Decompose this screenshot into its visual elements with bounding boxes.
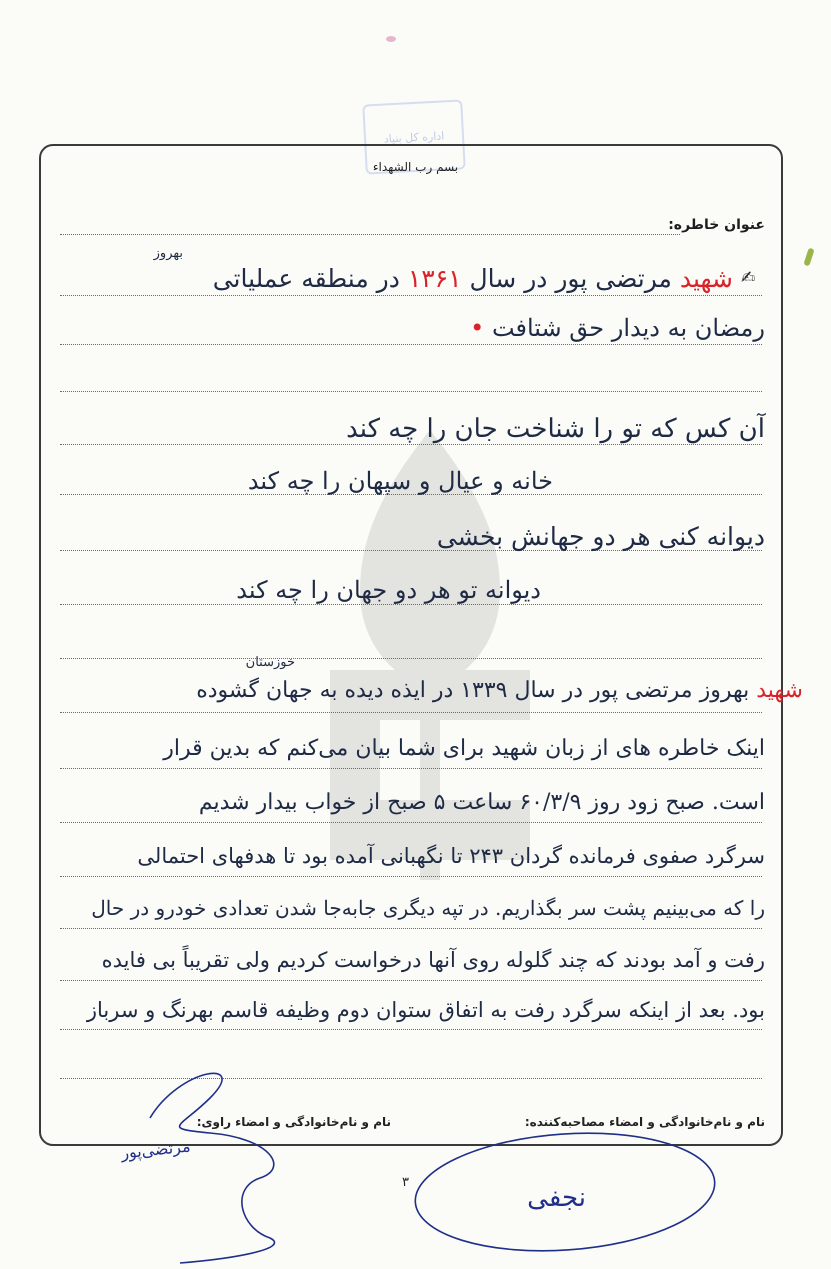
ruled-line [60, 768, 762, 769]
body-line-1 [196, 680, 803, 702]
ruled-line [60, 391, 762, 392]
red-dot: • [470, 314, 485, 342]
martyr-name-text: مرتضی پور در سال [469, 264, 672, 293]
ruled-line [60, 344, 762, 345]
body-line: رفت و آمد بودند که چند گلوله روی آنها درخواست کردیم ولی تقریباً بی فایده [101, 948, 765, 972]
above-name-annotation: بهروز [153, 246, 183, 261]
poem-line: دیوانه تو هر دو جهان را چه کند [236, 576, 541, 604]
body-line: را که می‌بینیم پشت سر بگذاریم. در تپه دیگری جابه‌جا شدن تعدادی خودرو در حال [91, 896, 765, 920]
narrator-signature-scribble [90, 1058, 340, 1268]
ruled-line [60, 876, 762, 877]
handwritten-title-line-1 [213, 266, 733, 291]
poem-line: خانه و عیال و سپهان را چه کند [247, 467, 553, 495]
ruled-line [60, 1029, 762, 1030]
ruled-line [60, 712, 762, 713]
memory-title-label: عنوان خاطره: [668, 217, 765, 233]
pen-icon: ✍ [741, 268, 756, 288]
interviewer-signature-label: نام و نام‌خانوادگی و امضاء مصاحبه‌کننده: [524, 1115, 765, 1129]
year-text: ۱۳۶۱ [407, 264, 462, 293]
martyr-word: شهید [679, 264, 733, 293]
body-line: است. صبح زود روز ۶۰/۳/۹ ساعت ۵ صبح از خواب بیدار شدیم [198, 790, 765, 815]
interviewer-signature: نجفی [527, 1183, 586, 1213]
body-line: سرگرد صفوی فرمانده گردان ۲۴۳ تا نگهبانی آمده بود تا هدفهای احتمالی [137, 844, 765, 868]
narrator-signature-label: نام و نام‌خانوادگی و امضاء راوی: [196, 1115, 391, 1129]
pink-ink-mark [386, 36, 396, 42]
ruled-line [60, 980, 762, 981]
ruled-line [60, 822, 762, 823]
ruled-line [60, 928, 762, 929]
body-line: بود. بعد از اینکه سرگرد رفت به اتفاق ستوان دوم وظیفه قاسم بهرنگ و سرباز [86, 998, 765, 1022]
poem-line: آن کس که تو را شناخت جان را چه کند [346, 414, 765, 444]
body-line-1-text: بهروز مرتضی پور در سال ۱۳۳۹ در ایذه [390, 678, 750, 703]
poem-line: دیوانه کنی هر دو جهانش بخشی [436, 522, 765, 551]
body-line-1-rest: دیده به جهان گشوده [196, 678, 384, 703]
ruled-line [60, 295, 762, 296]
ruled-line [60, 604, 762, 605]
ruled-line [60, 658, 762, 659]
body-line: اینک خاطره های از زبان شهید برای شما بیان می‌کنم که بدین قرار [163, 736, 765, 761]
page-number: ۳ [402, 1175, 409, 1190]
title-line-2-text: رمضان به دیدار حق شتافت [491, 314, 765, 342]
ruled-line [60, 234, 680, 235]
ruled-line [60, 444, 762, 445]
stamp-text: اداره کل بنیاد [383, 128, 445, 146]
page-title: بسم رب الشهداء [372, 160, 459, 174]
region-text: در منطقه عملیاتی [212, 264, 400, 293]
martyr-word: شهید [756, 678, 803, 703]
above-body-annotation: خوزستان [245, 655, 295, 670]
handwritten-title-line-2 [470, 316, 765, 340]
green-ink-mark [803, 248, 814, 267]
narrator-signature: مرتضی‌پور [120, 1136, 192, 1163]
